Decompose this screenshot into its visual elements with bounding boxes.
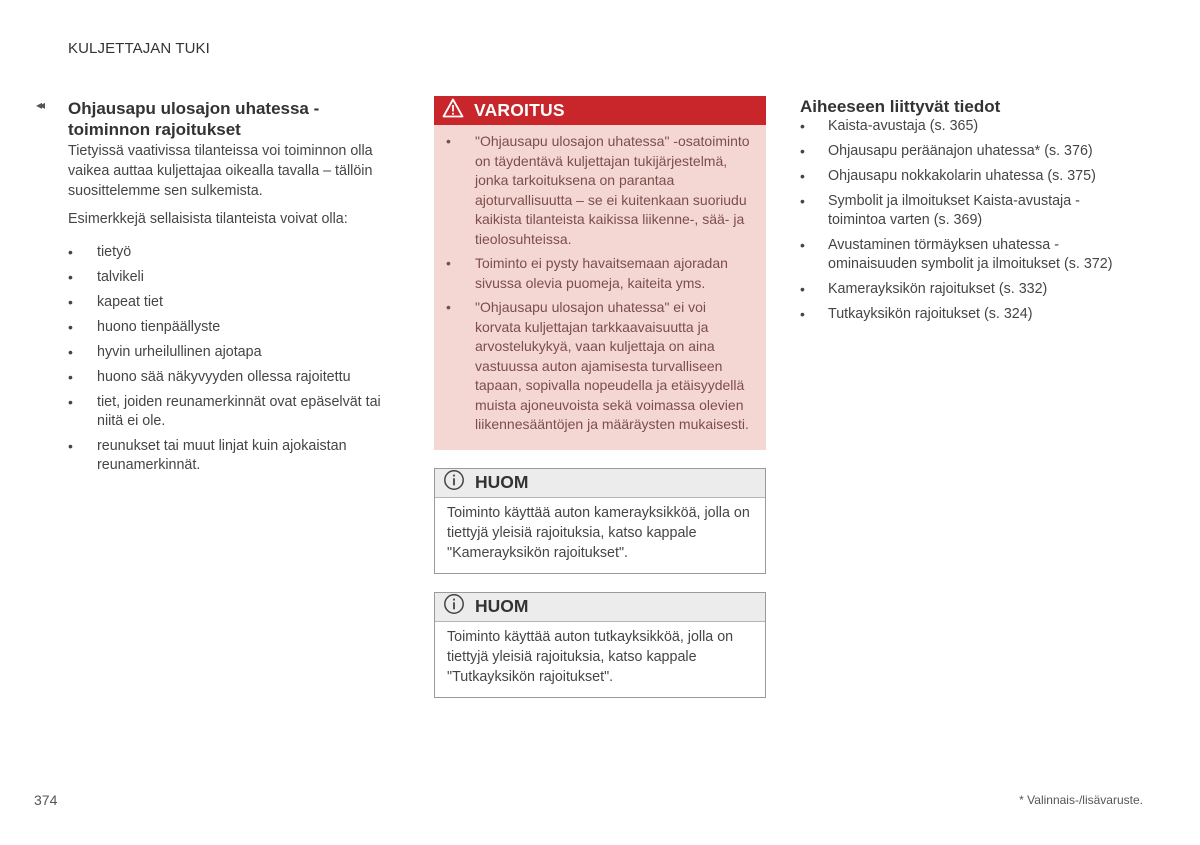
situations-list xyxy=(68,243,398,475)
related-link[interactable]: • Tutkayksikön rajoitukset (s. 324) xyxy=(800,305,1130,324)
footnote: * Valinnais-/lisävaruste. xyxy=(1019,793,1143,807)
related-links-list xyxy=(800,117,1130,324)
warning-list xyxy=(434,125,766,435)
note-title: HUOM xyxy=(475,472,529,492)
list-item: • huono tienpäällyste xyxy=(68,318,398,337)
info-icon xyxy=(443,469,465,496)
note-text: Toiminto käyttää auton kamerayksikköä, jolla on tiettyjä yleisiä rajoituksia, katso kappale "Kamerayksikön rajoitukset". xyxy=(447,504,750,561)
list-item: • huono sää näkyvyyden ollessa rajoitettu xyxy=(68,368,398,387)
list-item: • reunukset tai muut linjat kuin ajokaistan reunamerkinnät. xyxy=(68,437,398,475)
middle-column xyxy=(434,96,766,698)
related-link[interactable]: • Ohjausapu nokkakolarin uhatessa (s. 375) xyxy=(800,167,1130,186)
intro-paragraph: Tietyissä vaativissa tilanteissa voi toiminnon olla vaikea auttaa kuljettajaa oikealla tavalla – tällöin suosittelemme sen sulkemista. xyxy=(68,143,373,199)
list-item: • tietyö xyxy=(68,243,398,262)
running-header: KULJETTAJAN TUKI xyxy=(68,40,210,57)
related-link[interactable]: • Ohjausapu peräänajon uhatessa* (s. 376) xyxy=(800,142,1130,161)
warning-title: VAROITUS xyxy=(474,100,565,120)
warning-triangle-icon xyxy=(442,98,464,123)
previous-chapter-icon[interactable]: ◂◂ xyxy=(36,98,43,112)
page-number: 374 xyxy=(34,792,58,808)
list-item: • hyvin urheilullinen ajotapa xyxy=(68,343,398,362)
warning-item: • Toiminto ei pysty havaitsemaan ajoradan sivussa olevia puomeja, kaiteita yms. xyxy=(446,254,754,293)
related-link[interactable]: • Avustaminen törmäyksen uhatessa -ominaisuuden symbolit ja ilmoitukset (s. 372) xyxy=(800,236,1130,274)
left-column xyxy=(68,96,398,481)
examples-label: Esimerkkejä sellaisista tilanteista voivat olla: xyxy=(68,211,348,227)
warning-header xyxy=(434,96,766,125)
list-item: • kapeat tiet xyxy=(68,293,398,312)
note-box-radar xyxy=(434,592,766,698)
note-header xyxy=(435,593,765,622)
list-item: • talvikeli xyxy=(68,268,398,287)
right-column xyxy=(800,96,1130,330)
note-text: Toiminto käyttää auton tutkayksikköä, jolla on tiettyjä yleisiä rajoituksia, katso kappale "Tutkayksikön rajoitukset". xyxy=(447,628,734,685)
note-header xyxy=(435,469,765,498)
warning-item: • "Ohjausapu ulosajon uhatessa" ei voi korvata kuljettajan tarkkaavaisuutta ja arvostelukykyä, vaan kuljettaja on aina vastuussa auton ajamisesta turvalliseen tapaan, sopivalla nopeudella ja etäisyydellä muista ajoneuvoista sekä voimassa olevien liikennesääntöjen ja määräysten mukaisesti. xyxy=(446,298,754,435)
info-icon xyxy=(443,593,465,620)
note-box-camera xyxy=(434,468,766,574)
note-title: HUOM xyxy=(475,596,529,616)
warning-box xyxy=(434,96,766,450)
related-heading: Aiheeseen liittyvät tiedot xyxy=(800,97,1001,116)
list-item: • tiet, joiden reunamerkinnät ovat epäselvät tai niitä ei ole. xyxy=(68,393,398,431)
warning-item: • "Ohjausapu ulosajon uhatessa" -osatoiminto on täydentävä kuljettajan tukijärjestelmä, jonka tarkoituksena on parantaa ajoturvallisuutta – se ei kuitenkaan suoriudu kaikista tilanteista kaikissa liikenne-, sää- ja tieolosuhteissa. xyxy=(446,132,754,249)
related-link[interactable]: • Kaista-avustaja (s. 365) xyxy=(800,117,1130,136)
section-heading: Ohjausapu ulosajon uhatessa - toiminnon rajoitukset xyxy=(68,99,320,139)
related-link[interactable]: • Symbolit ja ilmoitukset Kaista-avustaja -toimintoa varten (s. 369) xyxy=(800,192,1130,230)
related-link[interactable]: • Kamerayksikön rajoitukset (s. 332) xyxy=(800,280,1130,299)
